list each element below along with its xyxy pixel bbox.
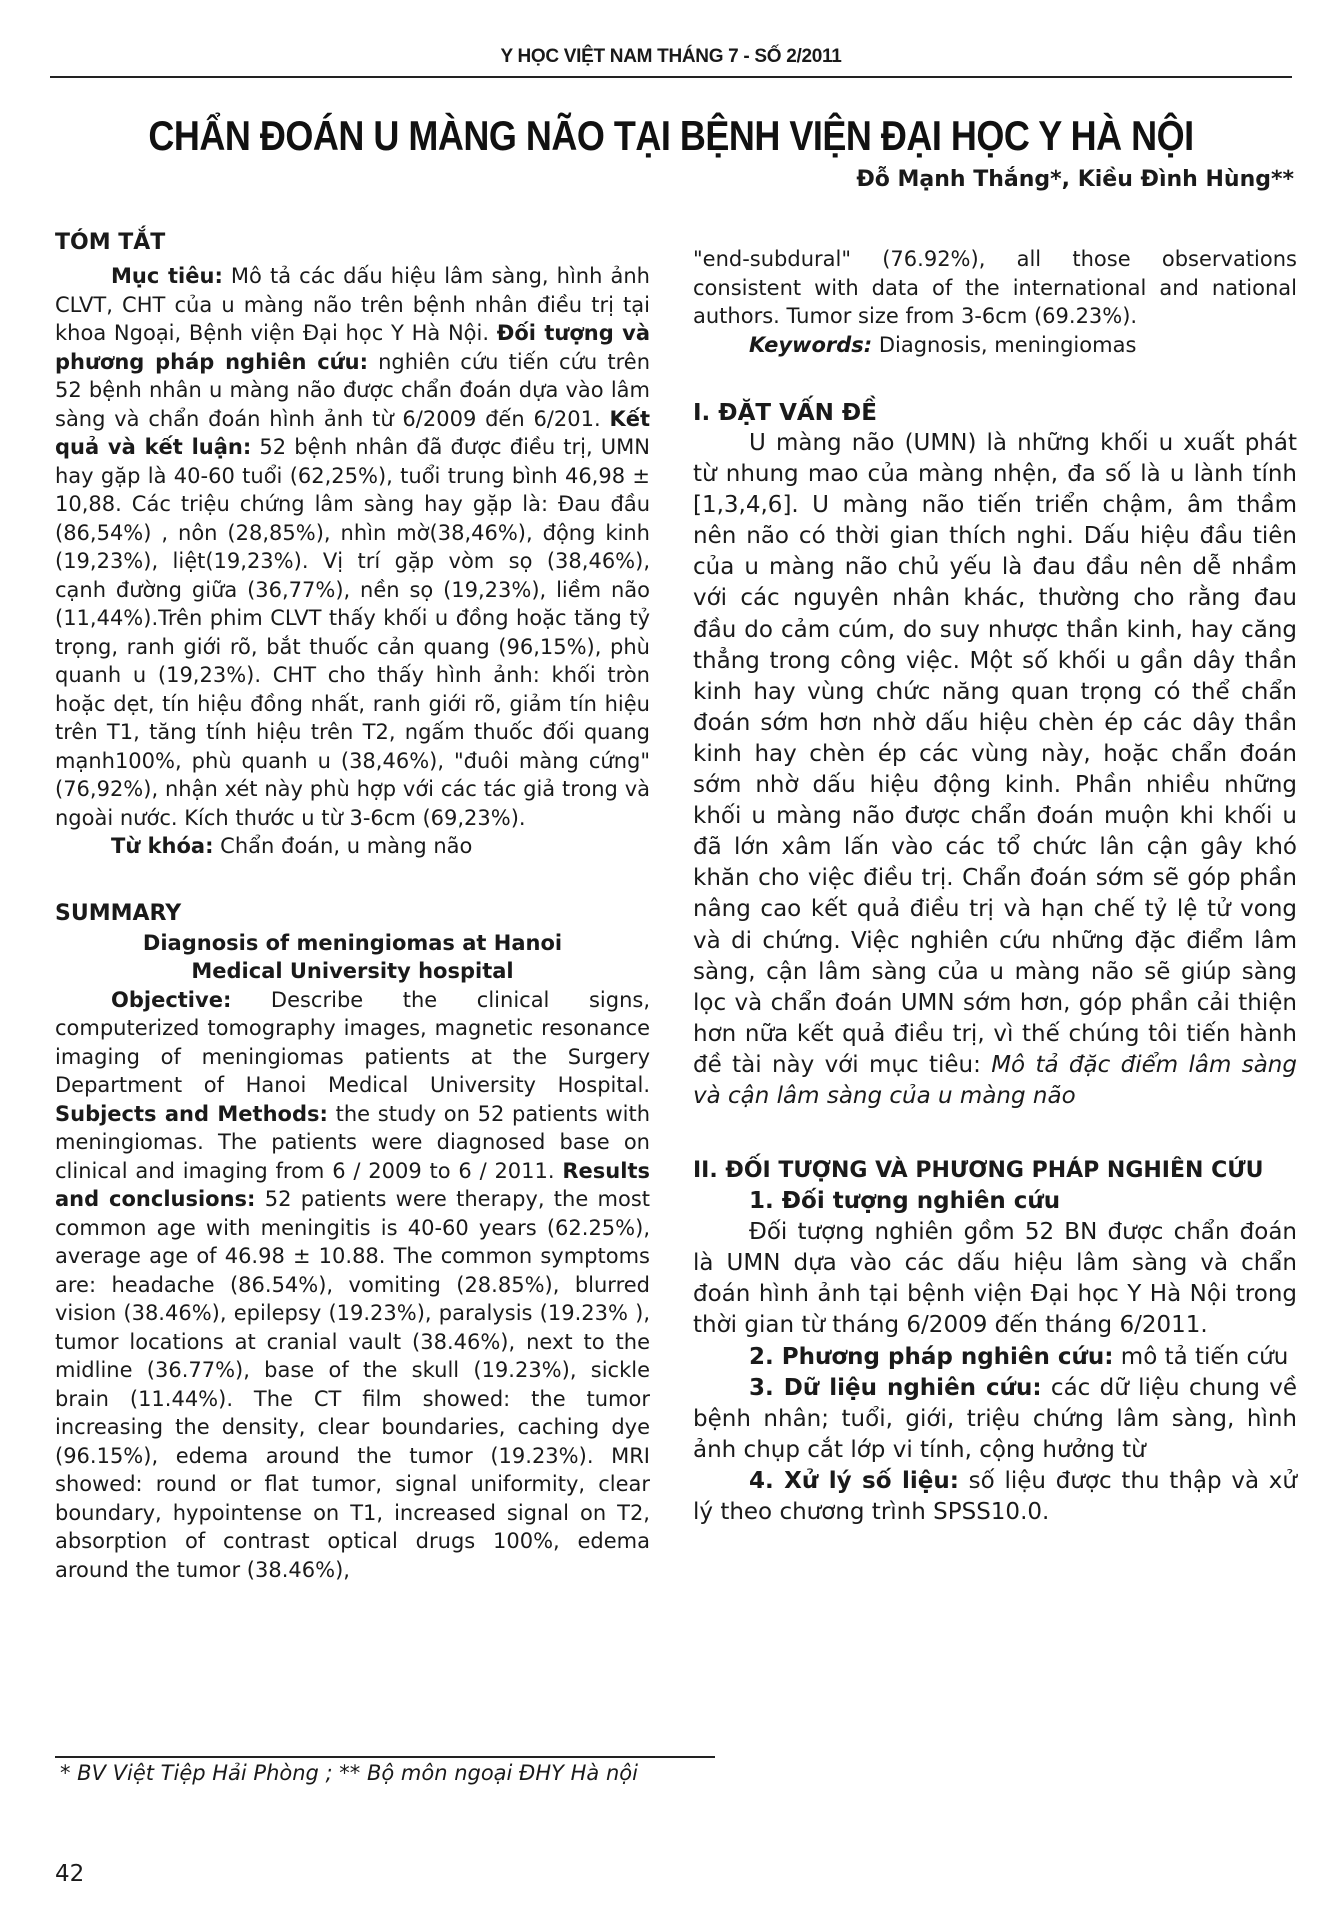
section2-heading: II. ĐỐI TƯỢNG VÀ PHƯƠNG PHÁP NGHIÊN CỨU <box>693 1158 1264 1184</box>
sub3-label: 3. Dữ liệu nghiên cứu: <box>749 1374 1042 1401</box>
subjects-text: the study on 52 patients with meningiomas. The patients were diagnosed base on clinical and imaging from 6 / 2009 to 6 / 2011. <box>55 1101 650 1183</box>
footnote-rule <box>55 1756 715 1758</box>
results-label: Results and conclusions: <box>55 1158 650 1211</box>
keywords-text: Diagnosis, meningiomas <box>872 332 1137 357</box>
sub4-text: số liệu được thu thập và xử lý theo chương trình SPSS10.0. <box>693 1467 1297 1525</box>
page-number: 42 <box>55 1861 85 1887</box>
doituong-text: nghiên cứu tiến cứu trên 52 bệnh nhân u màng não được chẩn đoán dựa vào lâm sàng và chẩn đoán hình ảnh từ 6/2009 đến 6/201. <box>55 349 651 431</box>
subjects-label: Subjects and Methods: <box>55 1101 328 1126</box>
sub2-text: mô tả tiến cứu <box>1113 1343 1289 1370</box>
muctieu-text: Mô tả các dấu hiệu lâm sàng, hình ảnh CLVT, CHT của u màng não trên bệnh nhân điều trị tại khoa Ngoại, Bệnh viện Đại học Y Hà Nội. <box>55 264 650 345</box>
journal-header: Y HỌC VIỆT NAM THÁNG 7 - SỐ 2/2011 <box>500 46 842 67</box>
article-title: CHẨN ĐOÁN U MÀNG NÃO TẠI BỆNH VIỆN ĐẠI HỌC Y HÀ NỘI <box>148 112 1194 160</box>
tukhoa-label: Từ khóa: <box>111 834 214 858</box>
left-column <box>55 228 650 1584</box>
tukhoa-line <box>55 832 650 861</box>
summary-subtitle: Diagnosis of meningiomas at Hanoi Medical University hospital <box>142 930 563 983</box>
section2-sub2 <box>693 1342 1297 1373</box>
right-column-upper <box>693 245 1297 359</box>
section1-heading: I. ĐẶT VẤN ĐỀ <box>693 400 877 426</box>
keywords-line <box>693 331 1297 360</box>
sub2-label: 2. Phương pháp nghiên cứu: <box>749 1343 1114 1370</box>
footnote: * BV Việt Tiệp Hải Phòng ; ** Bộ môn ngoại ĐHY Hà nội <box>60 1761 638 1785</box>
summary-continued: "end-subdural" (76.92%), all those observations consistent with data of the international and national authors. Tumor size from 3-6cm (69.23%). <box>693 247 1297 328</box>
sub3-text: các dữ liệu chung về bệnh nhân; tuổi, giới, triệu chứng lâm sàng, hình ảnh chụp cắt lớp vi tính, cộng hưởng từ <box>693 1374 1297 1463</box>
section1-text: U màng não (UMN) là những khối u xuất phát từ nhung mao của màng nhện, đa số là u lành tính [1,3,4,6]. U màng não tiến triển chậm, âm thầm nên não có thời gian thích nghi. Dấu hiệu đầu tiên của u màng não chủ yếu là đau đầu nên dễ nhầm với các nguyên nhân khác, thường cho rằng đau đầu do cảm cúm, do suy nhược thần kinh, hay căng thẳng trong công việc. Một số khối u gần dây thần kinh hay vùng chức năng quan trọng có thể chẩn đoán sớm hơn nhờ dấu hiệu chèn ép các dây thần kinh hay chèn ép các vùng này, hoặc chẩn đoán sớm nhờ dấu hiệu động kinh. Phần nhiều những khối u màng não được chẩn đoán muộn khi khối u đã lớn xâm lấn vào các tổ chức lân cận gây khó khăn cho việc điều trị. Chẩn đoán sớm sẽ góp phần nâng cao kết quả điều trị và hạn chế tỷ lệ tử vong và di chứng. Việc nghiên cứu những đặc điểm lâm sàng, cận lâm sàng của u màng não sẽ giúp sàng lọc và chẩn đoán UMN sớm hơn, góp phần cải thiện hơn nữa kết quả điều trị, vì thế chúng tôi tiến hành đề tài này với mục tiêu: <box>693 430 1297 1078</box>
doituong-label: Đối tượng và phương pháp nghiên cứu: <box>55 321 650 374</box>
section2-sub3 <box>693 1373 1297 1466</box>
summary-paragraph <box>55 986 650 1585</box>
section2-sub4 <box>693 1466 1297 1528</box>
right-column-lower <box>693 398 1297 1528</box>
ketqua-text: 52 bệnh nhân đã được điều trị, UMN hay gặp là 40-60 tuổi (62,25%), tuổi trung bình 46,98 ± 10,88. Các triệu chứng lâm sàng hay gặp là: Đau đầu (86,54%) , nôn (28,85%), nhìn mờ(38,46%), động kinh (19,23%), liệt(19,23%). Vị trí gặp vòm sọ (38,46%), cạnh đường giữa (36,77%), nền sọ (19,23%), liềm não (11,44%).Trên phim CLVT thấy khối u đồng hoặc tăng tỷ trọng, ranh giới rõ, bắt thuốc cản quang (96,15%), phù quanh u (19,23%). CHT cho thấy hình ảnh: khối tròn hoặc dẹt, tín hiệu đồng nhất, ranh giới rõ, giảm tín hiệu trên T1, tăng tính hiệu trên T2, ngấm thuốc đối quang mạnh100%, phù quanh u (38,46%), "đuôi màng cứng" (76,92%), nhận xét này phù hợp với các tác giả trong và ngoài nước. Kích thước u từ 3-6cm (69,23%). <box>55 435 650 830</box>
tukhoa-text: Chẩn đoán, u màng não <box>213 834 473 858</box>
muctieu-label: Mục tiêu: <box>111 264 223 288</box>
section1-body <box>693 428 1297 1112</box>
ketqua-label: Kết quả và kết luận: <box>55 406 650 459</box>
objective-label: Objective: <box>111 987 232 1012</box>
authors: Đỗ Mạnh Thắng*, Kiều Đình Hùng** <box>856 167 1294 192</box>
section2-sub1-body: Đối tượng nghiên gồm 52 BN được chẩn đoán là UMN dựa vào các dấu hiệu lâm sàng và chẩn đoán hình ảnh tại bệnh viện Đại học Y Hà Nội trong thời gian từ tháng 6/2009 đến tháng 6/2011. <box>693 1219 1297 1339</box>
objective-text: Describe the clinical signs, computerized tomography images, magnetic resonance imaging of meningiomas patients at the Surgery Department of Hanoi Medical University Hospital. <box>55 987 650 1097</box>
keywords-label: Keywords: <box>749 332 873 357</box>
summary-heading: SUMMARY <box>55 900 182 926</box>
tomtat-paragraph <box>55 262 650 832</box>
section2-sub1-heading: 1. Đối tượng nghiên cứu <box>749 1188 1061 1215</box>
sub4-label: 4. Xử lý số liệu: <box>749 1467 959 1494</box>
section1-objective: Mô tả đặc điểm lâm sàng và cận lâm sàng của u màng não <box>693 1051 1297 1109</box>
results-text: 52 patients were therapy, the most common age with meningitis is 40-60 years (62.25%), average age of 46.98 ± 10.88. The common symptoms are: headache (86.54%), vomiting (28.85%), blurred vision (38.46%), epilepsy (19.23%), paralysis (19.23% ), tumor locations at cranial vault (38.46%), next to the midline (36.77%), base of the skull (19.23%), sickle brain (11.44%). The CT film showed: the tumor increasing the density, clear boundaries, caching dye (96.15%), edema around the tumor (19.23%). MRI showed: round or flat tumor, signal uniformity, clear boundary, hypointense on T1, increased signal on T2, absorption of contrast optical drugs 100%, edema around the tumor (38.46%), <box>55 1187 650 1582</box>
header-rule <box>50 76 1292 78</box>
tomtat-heading: TÓM TẮT <box>55 230 166 255</box>
